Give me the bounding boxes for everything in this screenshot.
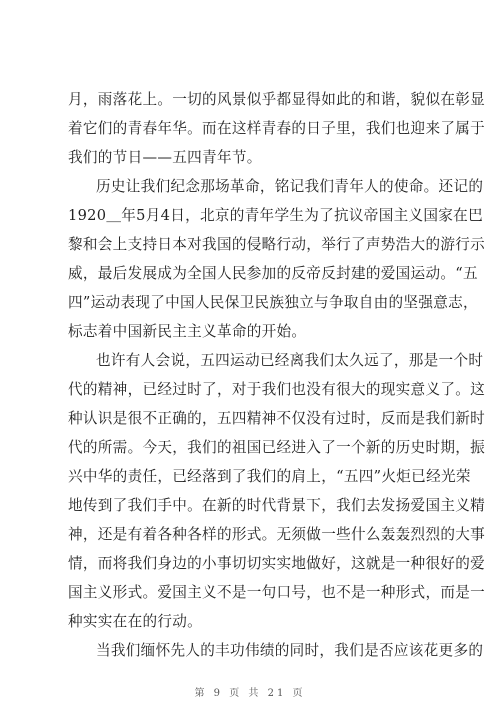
text-line: 1920＿年5月4日，北京的青年学生为了抗议帝国主义国家在巴 (68, 207, 483, 224)
text-line: 威，最后发展成为全国人民参加的反帝反封建的爱国运动。“五 (68, 265, 478, 282)
text-line: 当我们缅怀先人的丰功伟绩的同时，我们是否应该花更多的 (96, 642, 484, 659)
text-line: 着它们的青春年华。而在这样青春的日子里，我们也迎来了属于 (68, 120, 486, 137)
text-line: 地传到了我们手中。在新的时代背景下，我们去发扬爱国主义精 (68, 497, 486, 514)
text-line: 代的所需。今天，我们的祖国已经进入了一个新的历史时期，振 (68, 439, 486, 456)
text-line: 也许有人会说，五四运动已经离我们太久远了，那是一个时 (96, 352, 484, 369)
text-line: 黎和会上支持日本对我国的侵略行动，举行了声势浩大的游行示 (68, 236, 486, 253)
text-line: 四”运动表现了中国人民保卫民族独立与争取自由的坚强意志， (68, 294, 478, 311)
text-line: 神，还是有着各种各样的形式。无须做一些什么轰轰烈烈的大事 (68, 526, 486, 543)
text-line: 我们的节日——五四青年节。 (68, 149, 262, 166)
text-line: 情，而将我们身边的小事切切实实地做好，这就是一种很好的爱 (68, 555, 486, 572)
page-number-footer: 第 9 页 共 21 页 (194, 688, 306, 699)
text-line: 种认识是很不正确的，五四精神不仅没有过时，反而是我们新时 (68, 410, 486, 427)
text-line: 国主义形式。爱国主义不是一句口号，也不是一种形式，而是一 (68, 584, 486, 601)
text-line: 代的精神，已经过时了，对于我们也没有很大的现实意义了。这 (68, 381, 486, 398)
text-line: 历史让我们纪念那场革命，铭记我们青年人的使命。还记的 (96, 178, 484, 195)
text-line: 种实实在在的行动。 (68, 613, 203, 630)
text-line: 兴中华的责任，已经落到了我们的肩上，“五四”火炬已经光荣 (68, 468, 471, 485)
text-line: 标志着中国新民主主义革命的开始。 (68, 323, 307, 340)
text-line: 月，雨落花上。一切的风景似乎都显得如此的和谐，貌似在彰显 (68, 91, 486, 108)
